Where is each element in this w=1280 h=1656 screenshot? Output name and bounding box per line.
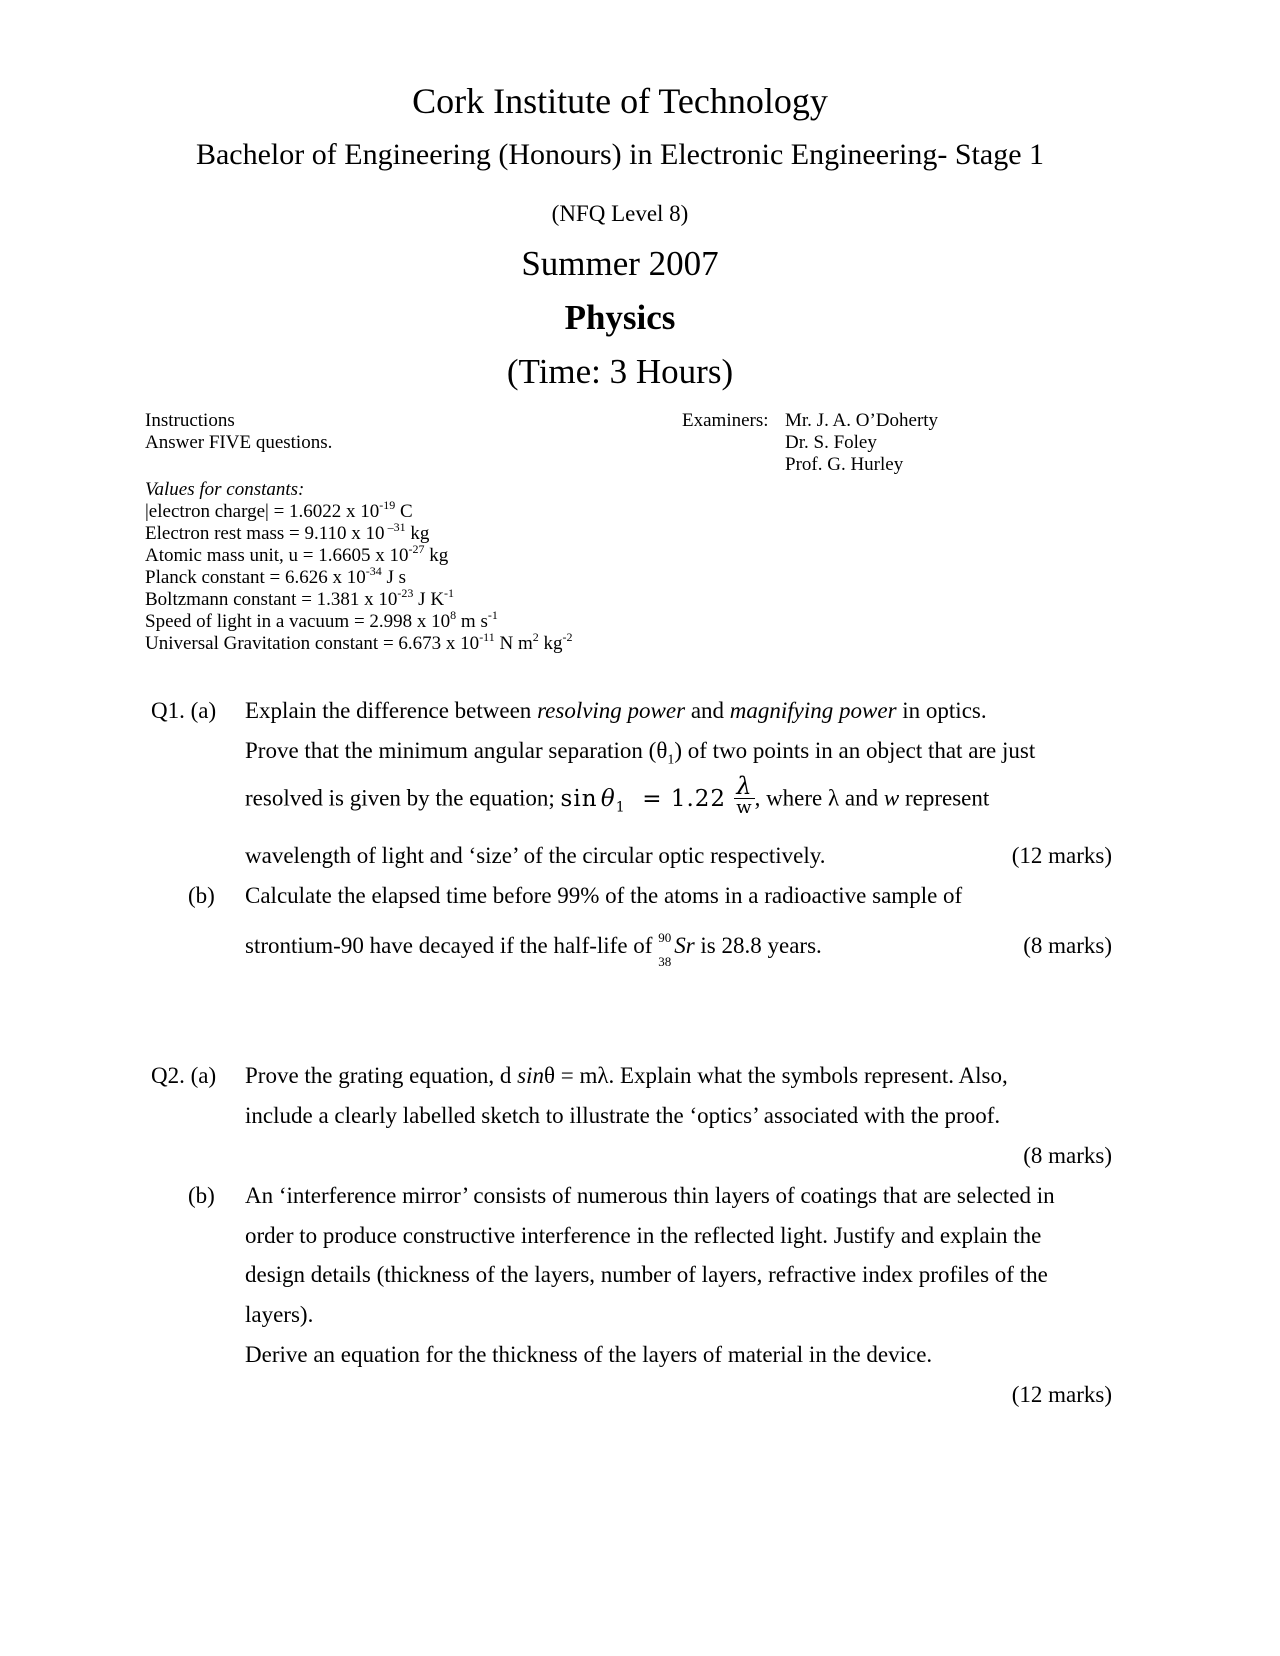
q1a-line4: wavelength of light and ‘size’ of the circular optic respectively. — [245, 843, 826, 868]
subject-title: Physics — [564, 298, 676, 337]
q2b-marks: (12 marks) — [1011, 1382, 1112, 1407]
q2b-label: (b) — [188, 1183, 215, 1208]
examiners-list — [785, 410, 938, 476]
q1b-label: (b) — [188, 883, 215, 908]
q2a-line2: include a clearly labelled sketch to illustrate the ‘optics’ associated with the proof. — [245, 1103, 1001, 1128]
q2a-marks: (8 marks) — [1023, 1143, 1112, 1168]
constant-planck: Planck constant = 6.626 x $10^{-34}$ J s — [145, 563, 407, 588]
constant-electron-charge: |electron charge| = 1.6022 x $10^{-19}$ C — [145, 497, 413, 522]
q2b-line: order to produce constructive interference in the reflected light. Justify and explain the — [245, 1223, 1042, 1248]
examiner-name: Mr. J. A. O’Doherty — [785, 410, 939, 431]
constants-heading: Values for constants: — [145, 479, 305, 500]
constant-electron-mass: Electron rest mass = 9.110 x 10 $^{-31}$ kg — [145, 519, 430, 544]
lambda-over-w-fraction: $\frac{\lambda}{w}$ — [736, 772, 753, 818]
q2b-line: design details (thickness of the layers, number of layers, refractive index profiles of the — [245, 1262, 1048, 1287]
q2b-line: layers). — [245, 1302, 314, 1327]
q1a-marks: (12 marks) — [1011, 843, 1112, 868]
constants-block — [145, 479, 573, 655]
instructions-heading: Instructions — [145, 410, 235, 431]
constant-atomic-mass-unit: Atomic mass unit, u = 1.6605 x $10^{-27}$ kg — [145, 541, 449, 566]
q1-label: Q1. (a) — [151, 698, 217, 723]
constant-gravitation: Universal Gravitation constant = 6.673 x $10^{-11}$ N $m^2$ $kg^{-2}$ — [145, 629, 573, 654]
exam-duration: (Time: 3 Hours) — [506, 352, 734, 391]
q2b-line: An ‘interference mirror’ consists of numerous thin layers of coatings that are selected in — [245, 1183, 1055, 1208]
examiner-name: Dr. S. Foley — [785, 432, 877, 453]
nfq-level: (NFQ Level 8) — [551, 201, 689, 226]
q2-label: Q2. (a) — [151, 1063, 217, 1088]
institute-title: Cork Institute of Technology — [412, 81, 828, 121]
exam-session: Summer 2007 — [521, 244, 719, 283]
strontium-nuclide-notation: 90 38 — [658, 930, 672, 969]
q1b-line2: strontium-90 have decayed if the half-life of 90 38 Sr is 28.8 years. — [245, 930, 822, 969]
q2b-line: Derive an equation for the thickness of the layers of material in the device. — [245, 1342, 933, 1367]
constant-boltzmann: Boltzmann constant = 1.381 x $10^{-23}$ J $K^{-1}$ — [145, 585, 455, 610]
q1a-line1: Explain the difference between resolving power and magnifying power in optics. — [245, 698, 987, 723]
instructions-block — [145, 410, 332, 454]
q1a-line2: Prove that the minimum angular separation $(\theta_1)$ of two points in an object that are just — [245, 738, 1036, 768]
resolution-equation: sin $\theta_1 = 1.22$ $\frac{\lambda}{w}$ — [560, 772, 753, 818]
examiner-name: Prof. G. Hurley — [785, 454, 904, 475]
constant-speed-of-light: Speed of light in a vacuum = 2.998 x $10^8$ m $s^{-1}$ — [145, 607, 498, 632]
q1b-line1: Calculate the elapsed time before 99% of the atoms in a radioactive sample of — [245, 883, 963, 908]
q1a-line3: resolved is given by the equation; sin $\theta_1 = 1.22$ $\frac{\lambda}{w}$ , where λ and w represent — [245, 772, 990, 818]
q1b-marks: (8 marks) — [1023, 933, 1112, 958]
q2a-line1: Prove the grating equation, d sinθ = mλ. Explain what the symbols represent. Also, — [245, 1063, 1008, 1088]
programme-title: Bachelor of Engineering (Honours) in Electronic Engineering- Stage 1 — [195, 138, 1045, 171]
instructions-text: Answer FIVE questions. — [145, 432, 333, 453]
examiners-label: Examiners: — [682, 410, 769, 431]
